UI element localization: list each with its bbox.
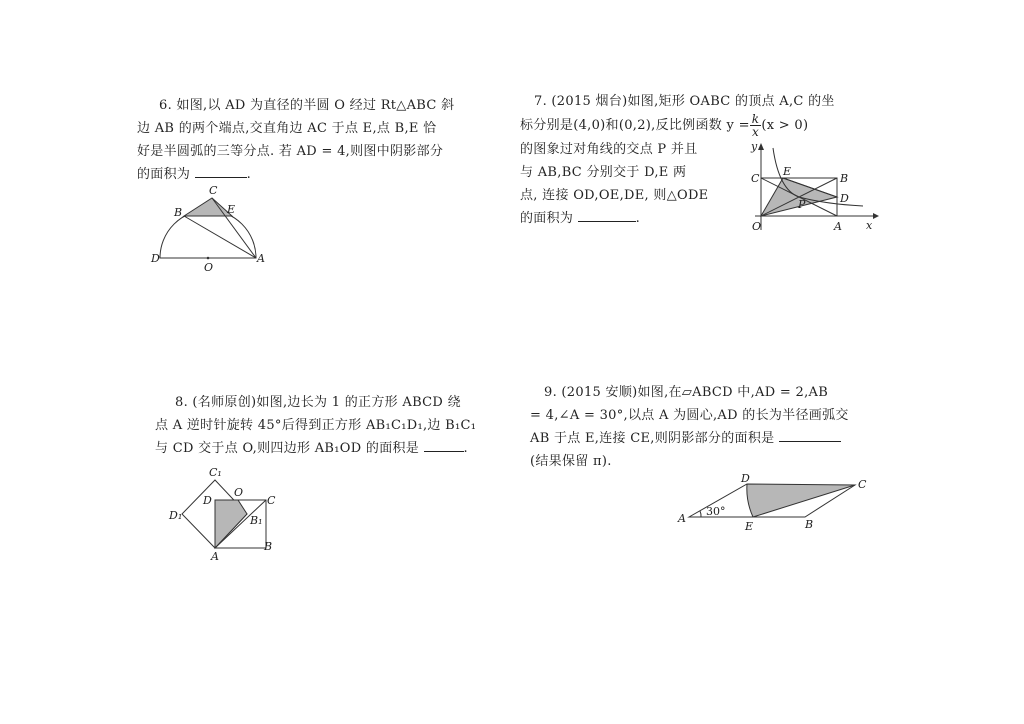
- problem-6-line-3: 好是半圆弧的三等分点. 若 AD = 4,则图中阴影部分: [137, 144, 444, 159]
- fraction-numerator: k: [751, 112, 760, 126]
- answer-blank[interactable]: [195, 163, 247, 178]
- problem-6-line-4-text: 的面积为: [137, 167, 191, 182]
- label-c: C: [858, 478, 867, 491]
- label-y: y: [751, 140, 758, 153]
- label-b: B: [840, 172, 849, 185]
- problem-7-line-3: 的图象过对角线的交点 P 并且: [520, 142, 698, 157]
- label-b: B: [805, 518, 814, 531]
- quadrilateral-ab1od: [215, 500, 247, 548]
- label-c: C: [751, 172, 760, 185]
- angle-mark: [700, 511, 701, 517]
- problem-7-line-1: 7. (2015 烟台)如图,矩形 OABC 的顶点 A,C 的坐: [534, 94, 835, 109]
- label-d: D: [203, 494, 212, 507]
- label-c1: C₁: [209, 466, 222, 479]
- label-a: A: [834, 220, 842, 233]
- label-a: A: [678, 512, 686, 525]
- label-b: B: [264, 540, 273, 553]
- problem-9-line-2: = 4,∠A = 30°,以点 A 为圆心,AD 的长为半径画弧交: [530, 408, 849, 423]
- label-e: E: [783, 165, 792, 178]
- label-b: B: [174, 206, 183, 219]
- answer-blank[interactable]: [424, 437, 464, 452]
- segment-ab: [184, 216, 256, 258]
- label-c: C: [209, 184, 218, 197]
- y-axis-arrow: [758, 143, 764, 150]
- problem-8-line-3-text: 与 CD 交于点 O,则四边形 AB₁OD 的面积是: [155, 441, 420, 456]
- problem-7-line-2-text: 标分别是(4,0)和(0,2),反比例函数 y =: [520, 118, 750, 133]
- problem-6-line-1: 6. 如图,以 AD 为直径的半圆 O 经过 Rt△ABC 斜: [159, 98, 455, 113]
- fraction-k-over-x: [750, 113, 762, 138]
- figure-7: [745, 142, 880, 237]
- fraction-denominator: x: [752, 125, 760, 139]
- problem-9-line-1: 9. (2015 安顺)如图,在▱ABCD 中,AD = 2,AB: [544, 385, 829, 400]
- problem-6-end: .: [246, 167, 252, 182]
- label-o: O: [234, 486, 244, 499]
- problem-7-line-5: 点, 连接 OD,OE,DE, 则△ODE: [520, 188, 709, 203]
- label-angle: 30°: [706, 505, 726, 518]
- label-d1: D₁: [169, 509, 183, 522]
- problem-7-line-2: [520, 113, 835, 138]
- label-d: D: [840, 192, 849, 205]
- shaded-region: [747, 484, 855, 517]
- label-o: O: [752, 220, 762, 233]
- label-e: E: [745, 520, 754, 533]
- label-p: P: [798, 198, 806, 211]
- shaded-region: [184, 198, 232, 216]
- problem-9-line-3: [530, 427, 849, 450]
- center-point: [207, 257, 210, 260]
- problem-8-line-3: [155, 437, 476, 460]
- problem-7-line-6-text: 的面积为: [520, 211, 574, 226]
- label-b1: B₁: [250, 514, 263, 527]
- x-axis-arrow: [873, 213, 879, 219]
- problem-8: [155, 391, 476, 460]
- label-x: x: [866, 219, 873, 232]
- label-d: D: [741, 472, 750, 485]
- problem-7-end: .: [635, 211, 641, 226]
- problem-8-end: .: [463, 441, 468, 456]
- label-c: C: [267, 494, 276, 507]
- problem-7-domain: (x > 0): [761, 118, 809, 133]
- problem-7-line-4: 与 AB,BC 分别交于 D,E 两: [520, 165, 687, 180]
- figure-6: [150, 180, 270, 275]
- problem-9-line-3-text: AB 于点 E,连接 CE,则阴影部分的面积是: [530, 431, 775, 446]
- label-a: A: [211, 550, 219, 563]
- label-a: A: [257, 252, 265, 265]
- figure-8: [168, 466, 283, 561]
- figure-9: [675, 472, 875, 537]
- problem-8-line-1: 8. (名师原创)如图,边长为 1 的正方形 ABCD 绕: [175, 395, 461, 410]
- problem-6-line-2: 边 AB 的两个端点,交直角边 AC 于点 E,点 B,E 恰: [137, 121, 437, 136]
- label-d: D: [151, 252, 160, 265]
- label-o: O: [204, 261, 214, 274]
- answer-blank[interactable]: [578, 207, 636, 222]
- problem-9-line-4: (结果保留 π).: [530, 454, 612, 469]
- problem-9: [530, 381, 849, 473]
- problem-6: [137, 94, 454, 186]
- problem-8-line-2: 点 A 逆时针旋转 45°后得到正方形 AB₁C₁D₁,边 B₁C₁: [155, 418, 477, 433]
- answer-blank[interactable]: [779, 427, 841, 442]
- label-e: E: [227, 203, 236, 216]
